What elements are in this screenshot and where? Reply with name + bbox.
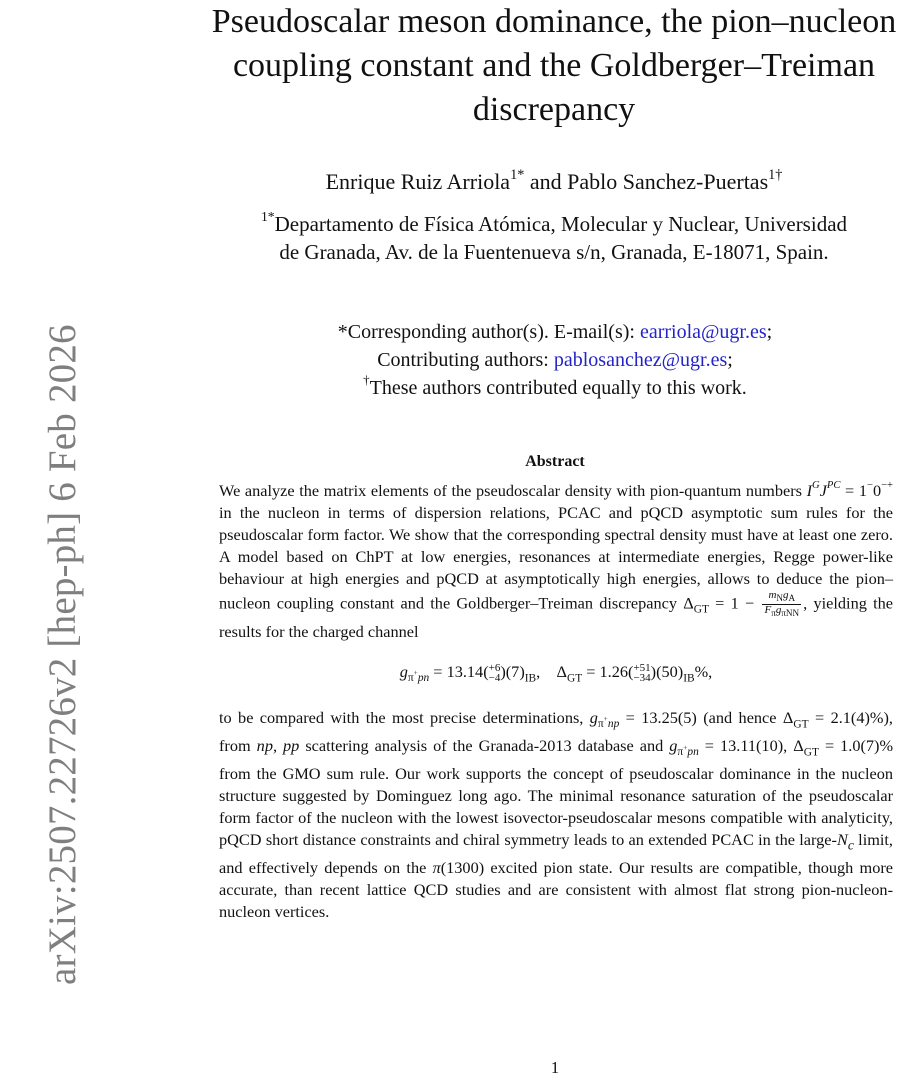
author-name: Enrique Ruiz Arriola xyxy=(325,169,511,194)
abstract-text: (and hence xyxy=(696,707,783,727)
abstract-text: limit, and effectively depends on the xyxy=(219,830,893,877)
abstract-text: in the nucleon in terms of dispersion relations, PCAC and pQCD asymptotic sum rules for the pseudoscalar form factor. We show that the corresponding spectral density must have at least one zero. A model based on ChPT at low energies, resonances at intermediate energies, Regge power-like behaviour at high energies and pQCD at asymptotically high energies, allows to deduce the pion–nucleon coupling constant and the Goldberger–Treiman discrepancy xyxy=(219,503,893,613)
abstract-text: from the GMO sum rule. Our work supports the concept of pseudoscalar dominance in the nucleon structure suggested by Dominguez long ago. The minimal resonance saturation of the pseudoscalar form factor of the nucleon with the lowest isovector-pseudoscalar mesons compatible with analyticity, pQCD short distance constraints and chiral symmetry leads to an extended PCAC in the large- xyxy=(219,764,893,850)
dagger-mark: † xyxy=(363,372,370,388)
abstract-paragraph-1: We analyze the matrix elements of the pseudoscalar density with pion-quantum numbers $I^GJ^{PC} = 1^-0^{-+}$ in the nucleon in terms of dispersion relations, PCAC and pQCD asymptotic sum rules for the pseudoscalar form factor. We show that the corresponding spectral density must have at least one zero. A model based on ChPT at low energies, resonances at intermediate energies, Regge power-like behaviour at high energies and pQCD at asymptotically high energies, allows to deduce the pion–nucleon coupling constant and the Goldberger–Treiman discrepancy $\Delta_{GT} = 1$ − $\frac{m_Ng_A}{F_\pi g_{\pi NN}}$ , yielding the results for the charged channel xyxy=(219,480,894,641)
abstract-text: scattering analysis of the Granada-2013 database and xyxy=(299,736,670,756)
corresponding-email-link[interactable]: earriola@ugr.es xyxy=(639,321,767,343)
title-line-3: discrepancy xyxy=(472,91,636,128)
quantum-numbers: $I^GJ^{PC}$ xyxy=(806,480,841,500)
contributing-author-line xyxy=(220,346,890,374)
gt-fraction: $\frac{m_Ng_A}{F_\pi g_{\pi NN}}$ xyxy=(764,589,800,619)
contributing-label: Contributing authors: xyxy=(377,349,554,371)
abstract-text: excited pion state. Our results are compatible, though more accurate, than recent lattice QCD studies and are consistent with almost flat strong pion-nucleon-nucleon vertices. xyxy=(219,857,893,921)
g-asym-error: +6 −4 xyxy=(488,661,501,684)
arxiv-stamp xyxy=(0,0,84,1076)
author-name: Pablo Sanchez-Puertas xyxy=(567,169,769,194)
result-equation: $g_{\pi^+pn} = 13.14$( +6 −4 )$(7)_{IB}$, $\Delta_{GT} = 1.26$( +51 −34 )$(50)_{IB}\%$, xyxy=(399,661,713,684)
abstract-text: We analyze the matrix elements of the pseudoscalar density with pion-quantum numbers xyxy=(219,481,807,500)
corresponding-label: *Corresponding author(s). E-mail(s): xyxy=(337,321,640,343)
author-affiliation-mark: 1* xyxy=(510,166,525,183)
equal-contribution-text: These authors contributed equally to this work. xyxy=(369,377,747,399)
equal-contribution-note xyxy=(220,374,890,402)
g-ib-error: (7) xyxy=(505,661,525,681)
separator: ; xyxy=(727,349,733,371)
abstract-text: ), from xyxy=(219,707,893,756)
abstract-text: , xyxy=(783,736,794,756)
abstract-heading: Abstract xyxy=(525,453,585,470)
author-list xyxy=(200,168,908,196)
page-number: 1 xyxy=(550,1058,560,1077)
affiliation-line-1: Departamento de Física Atómica, Molecular y Nuclear, Universidad xyxy=(274,212,848,236)
g-value: 13.14 xyxy=(446,661,484,681)
separator: ; xyxy=(766,321,773,343)
author-connector: and xyxy=(524,169,568,194)
abstract-body xyxy=(219,480,893,923)
delta-value: 1.26 xyxy=(599,661,629,681)
delta-ib-error: (50) xyxy=(656,661,684,681)
title-line-2: coupling constant and the Goldberger–Treiman xyxy=(232,47,876,84)
affiliation-mark: 1* xyxy=(260,208,275,224)
author-affiliation-mark: 1† xyxy=(768,166,783,183)
affiliation xyxy=(200,210,908,266)
contact-info xyxy=(220,318,890,402)
arxiv-identifier: arXiv:2507.22726v2 [hep-ph] 6 Feb 2026 xyxy=(41,324,84,985)
corresponding-author-line xyxy=(220,318,890,346)
abstract-text: , yielding the results for the charged channel xyxy=(219,593,893,641)
paper-title xyxy=(200,0,908,132)
affiliation-line-2: de Granada, Av. de la Fuentenueva s/n, Granada, E-18071, Spain. xyxy=(279,240,829,264)
title-line-1: Pseudoscalar meson dominance, the pion–nucleon xyxy=(211,3,897,40)
delta-asym-error: +51 −34 xyxy=(633,661,651,684)
abstract-paragraph-2: to be compared with the most precise determinations, $g_{\pi^+np} = 13.25(5)$ (and hence $\Delta_{GT} = 2.1(4)\%$), from np, pp scattering analysis of the Granada-2013 database and $g_{\pi^+pn} = 13.11(10)$, $\Delta_{GT} = 1.0(7)\%$ from the GMO sum rule. Our work supports the concept of pseudoscalar dominance in the nucleon structure suggested by Dominguez long ago. The minimal resonance saturation of the pseudoscalar form factor of the nucleon with the lowest isovector-pseudoscalar mesons compatible with analyticity, pQCD short distance constraints and chiral symmetry leads to an extended PCAC in the large-$N_c$ limit, and effectively depends on the π(1300) excited pion state. Our results are compatible, though more accurate, than recent lattice QCD studies and are consistent with almost flat strong pion-nucleon-nucleon vertices. xyxy=(219,707,894,921)
abstract-text: to be compared with the most precise determinations, xyxy=(219,707,590,727)
contributing-email-link[interactable]: pablosanchez@ugr.es xyxy=(553,349,728,371)
